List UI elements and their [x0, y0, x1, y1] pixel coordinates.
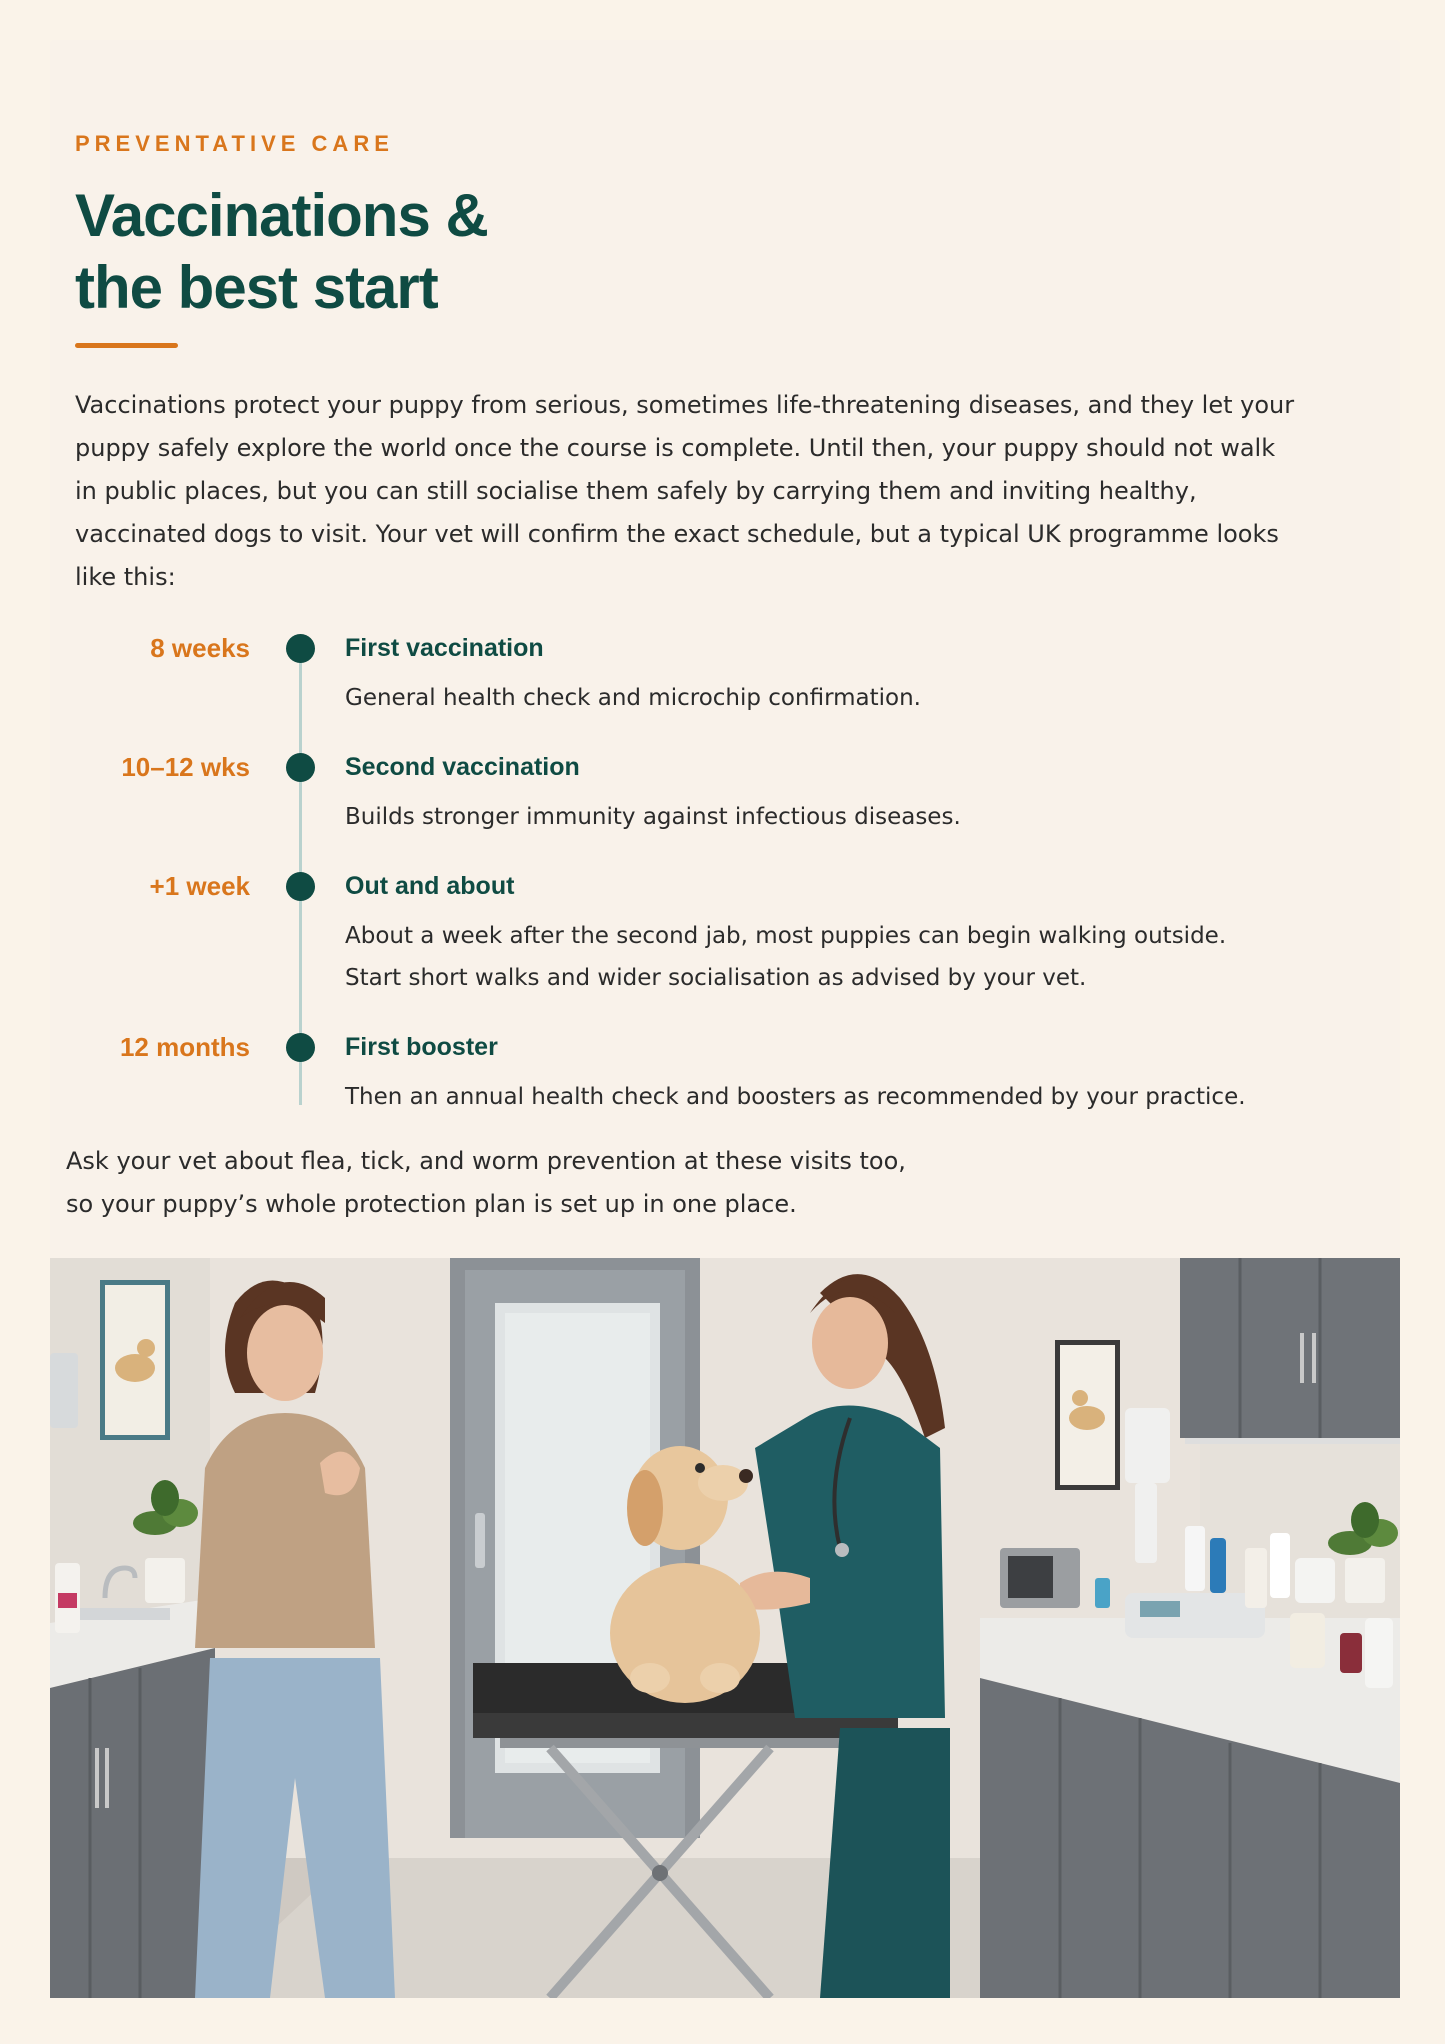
timeline-step-description — [345, 796, 1345, 838]
page-title-line-1: Vaccinations & — [75, 182, 488, 249]
timeline-step-description — [345, 915, 1345, 999]
timeline-step-when: 12 months — [119, 1032, 250, 1062]
timeline-step-line: Then an annual health check and boosters as recommended by your practice. — [345, 1084, 1246, 1110]
timeline-step-heading: First booster — [345, 1033, 498, 1061]
vet-clinic-photo — [50, 1258, 1400, 1998]
intro-paragraph: Vaccinations protect your puppy from serious, sometimes life-threatening diseases, and they let your puppy safely explore the world once the course is complete. Until then, your puppy should not walk in public places, but you can still socialise them safely by carrying them and inviting healthy, vaccinated dogs to visit. Your vet will confirm the exact schedule, but a typical UK programme looks like this: — [75, 391, 1295, 591]
timeline-step-description — [345, 677, 1345, 719]
timeline-step-line: General health check and microchip confirmation. — [345, 685, 921, 711]
timeline-step-heading: Out and about — [345, 872, 515, 900]
timeline-step-description — [345, 1076, 1345, 1118]
timeline-dot — [286, 753, 315, 782]
timeline-dot — [286, 634, 315, 663]
timeline-dot — [286, 1033, 315, 1062]
timeline-step-line: About a week after the second jab, most puppies can begin walking outside. — [345, 923, 1227, 949]
timeline-step-when: 10–12 wks — [121, 752, 250, 782]
timeline-step-line: Builds stronger immunity against infectious diseases. — [345, 804, 961, 830]
outro-line-2: so your puppy’s whole protection plan is set up in one place. — [66, 1190, 797, 1218]
section-eyebrow: PREVENTATIVE CARE — [75, 131, 394, 156]
timeline-step-when: 8 weeks — [150, 633, 250, 663]
timeline-dot — [286, 872, 315, 901]
timeline-step-heading: First vaccination — [345, 634, 544, 662]
timeline-step-heading: Second vaccination — [345, 753, 580, 781]
page-title — [75, 180, 488, 324]
title-underline — [75, 343, 178, 348]
outro-paragraph — [66, 1140, 1266, 1226]
timeline-step-line: Start short walks and wider socialisation as advised by your vet. — [345, 965, 1087, 991]
page-title-line-2: the best start — [75, 254, 438, 321]
outro-line-1: Ask your vet about flea, tick, and worm prevention at these visits too, — [66, 1147, 906, 1175]
timeline-step-when: +1 week — [149, 871, 250, 901]
